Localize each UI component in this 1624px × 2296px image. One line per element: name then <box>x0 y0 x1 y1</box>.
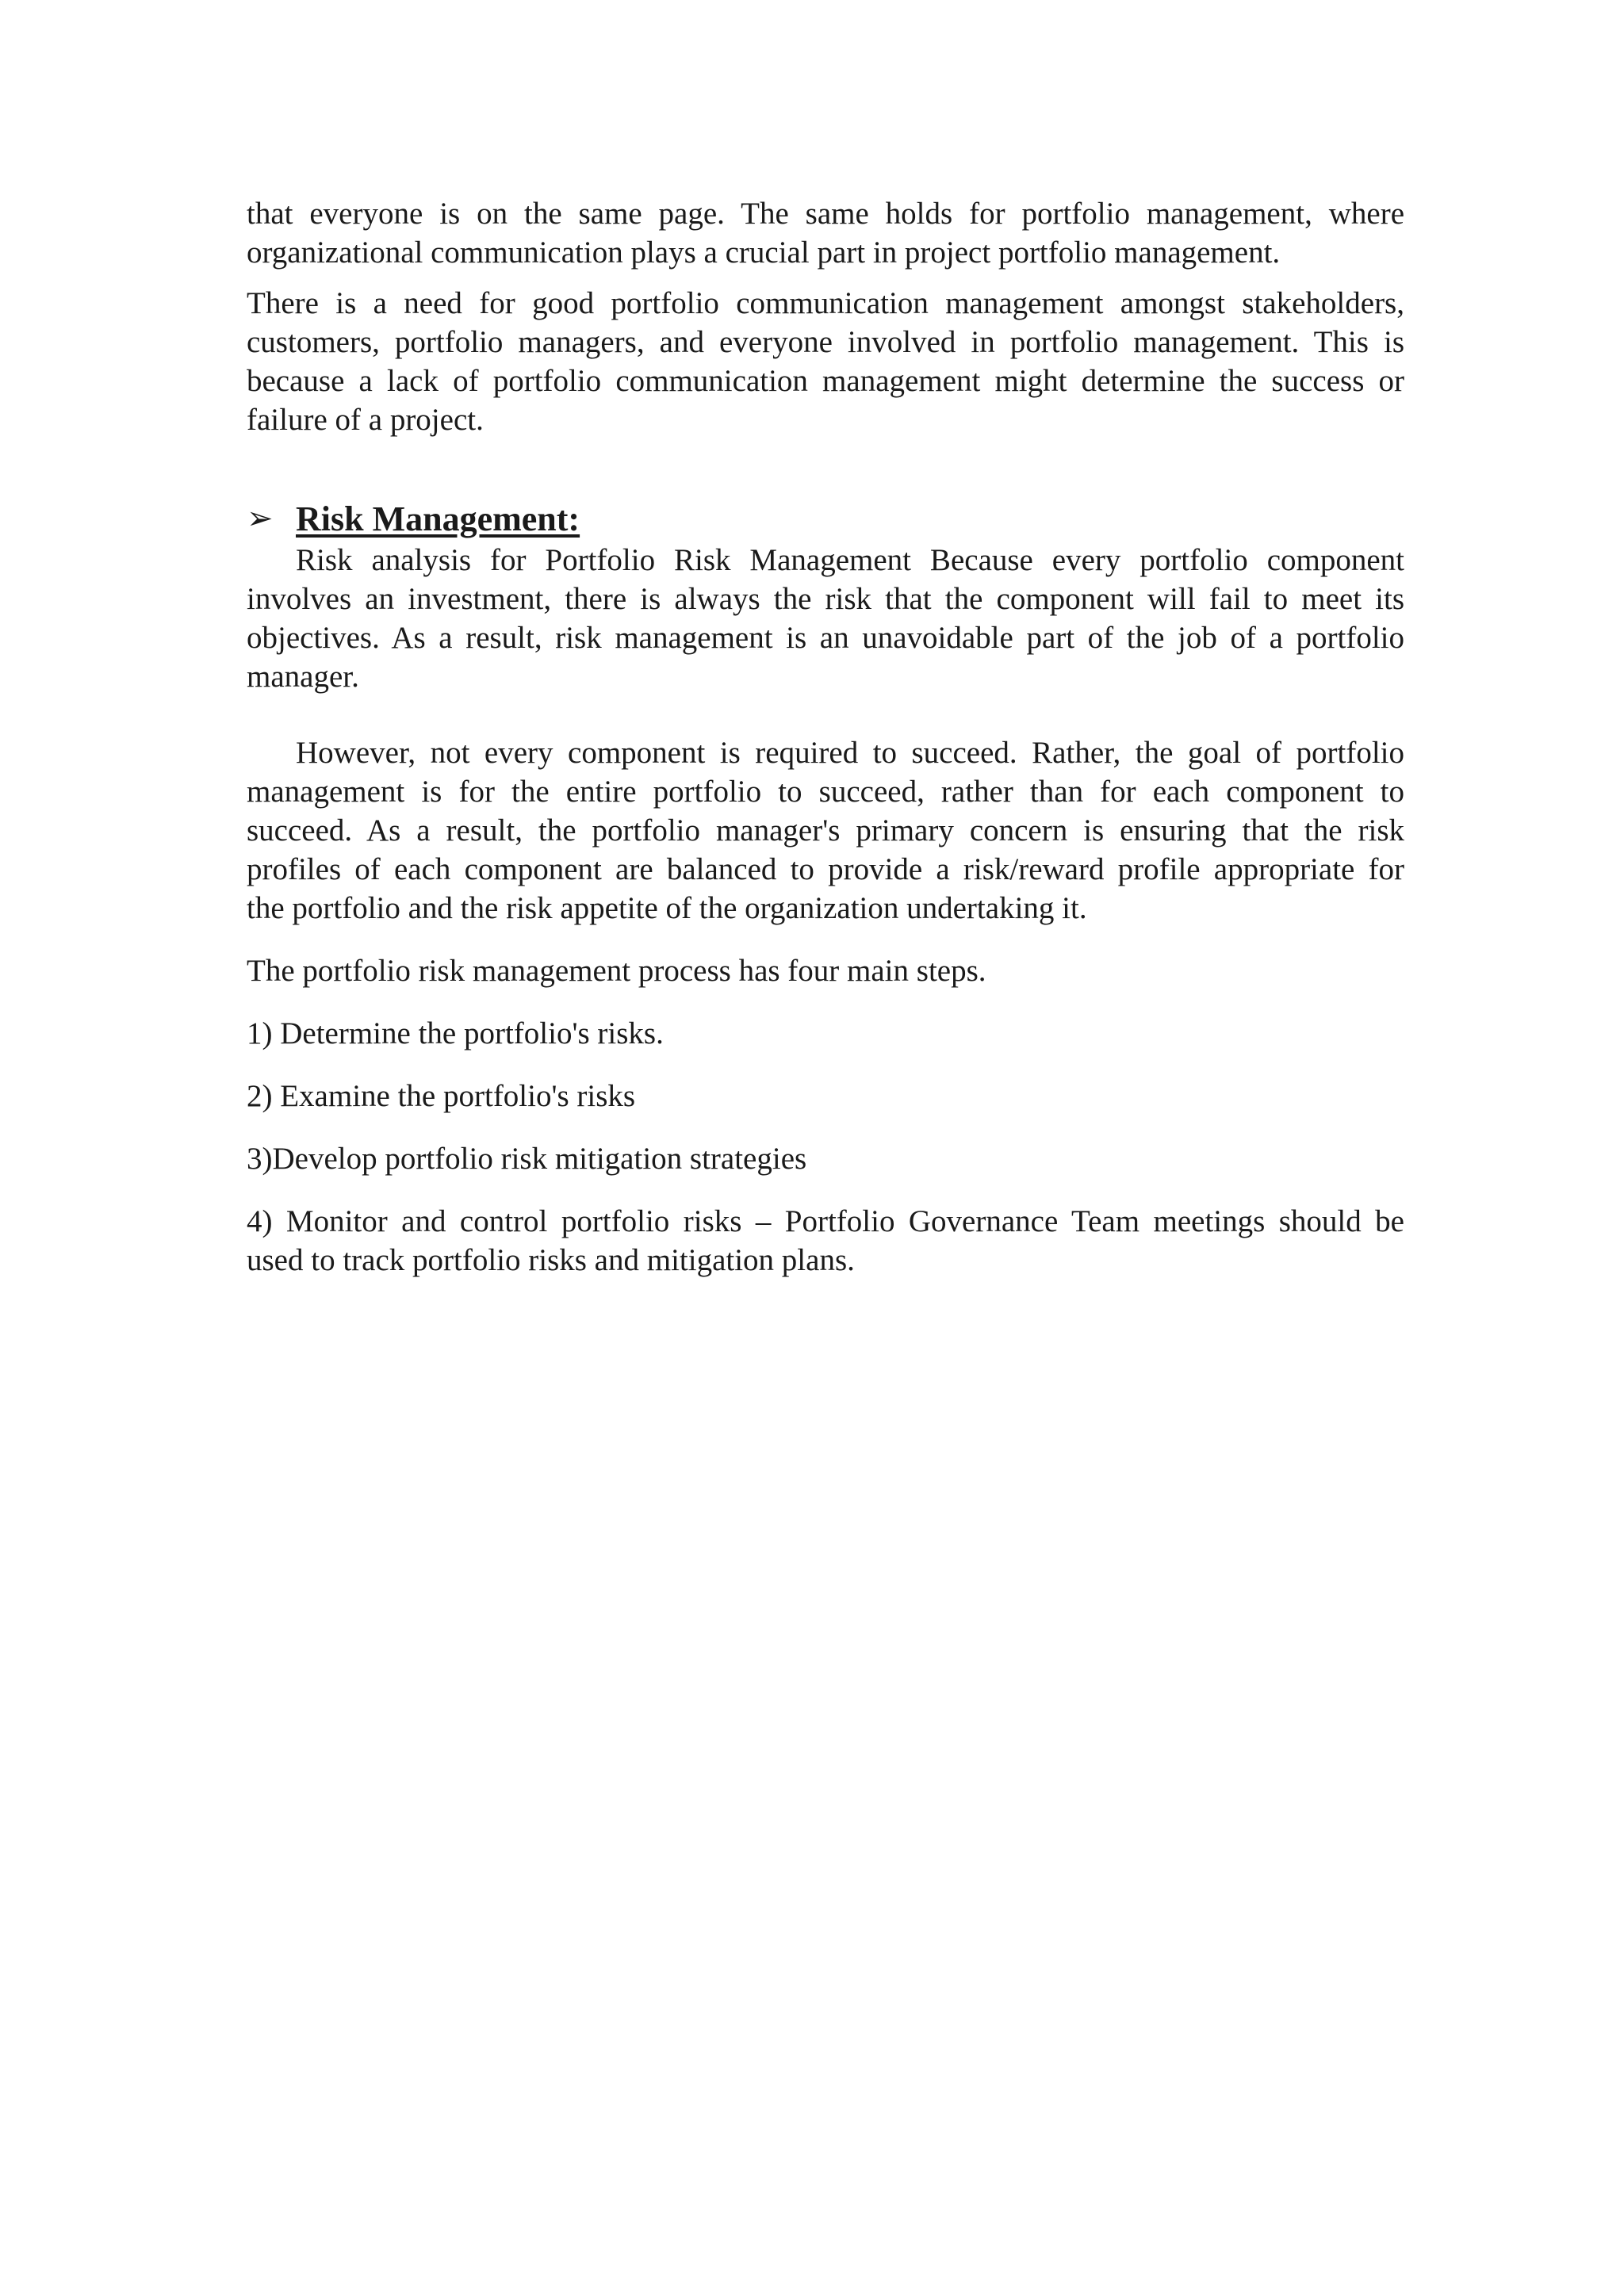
document-body <box>247 194 1404 1280</box>
communication-need-paragraph <box>247 284 1404 439</box>
text-line: organizational communication plays a crucial part in project portfolio management. <box>247 235 1281 270</box>
text-line: the portfolio and the risk appetite of the organization undertaking it. <box>247 891 1087 925</box>
risk-step-4 <box>247 1202 1404 1280</box>
text-line: However, not every component is required to succeed. Rather, the goal of portfolio <box>296 736 1404 770</box>
text-line: failure of a project. <box>247 403 484 437</box>
process-intro: The portfolio risk management process has four main steps. <box>247 954 986 988</box>
text-line: that everyone is on the same page. The same holds for portfolio management, where <box>247 197 1404 231</box>
text-line: succeed. As a result, the portfolio manager's primary concern is ensuring that the risk <box>247 813 1404 848</box>
risk-step: 1) Determine the portfolio's risks. <box>247 1016 664 1050</box>
text-line: objectives. As a result, risk management is an unavoidable part of the job of a portfolio <box>247 621 1404 655</box>
intro-paragraph <box>247 194 1404 272</box>
text-line: There is a need for good portfolio communication management amongst stakeholders, <box>247 286 1404 320</box>
text-line: management is for the entire portfolio to succeed, rather than for each component to <box>247 775 1404 809</box>
risk-step: 2) Examine the portfolio's risks <box>247 1079 636 1113</box>
text-line: profiles of each component are balanced to provide a risk/reward profile appropriate for <box>247 852 1404 886</box>
risk-step: 3)Develop portfolio risk mitigation strategies <box>247 1142 807 1176</box>
arrow-bullet-icon: ➢ <box>247 500 274 537</box>
portfolio-goal-paragraph <box>247 733 1404 928</box>
text-line: used to track portfolio risks and mitigation plans. <box>247 1243 855 1277</box>
risk-analysis-paragraph <box>247 541 1404 696</box>
text-line: manager. <box>247 660 359 694</box>
text-line: 4) Monitor and control portfolio risks – Portfolio Governance Team meetings should be <box>247 1204 1404 1238</box>
text-line: involves an investment, there is always the risk that the component will fail to meet its <box>247 582 1404 616</box>
section-title: Risk Management: <box>296 499 580 538</box>
text-line: Risk analysis for Portfolio Risk Management Because every portfolio component <box>296 543 1404 577</box>
risk-management-heading <box>247 497 1404 541</box>
text-line: because a lack of portfolio communication management might determine the success or <box>247 364 1404 398</box>
text-line: customers, portfolio managers, and everyone involved in portfolio management. This is <box>247 325 1404 359</box>
